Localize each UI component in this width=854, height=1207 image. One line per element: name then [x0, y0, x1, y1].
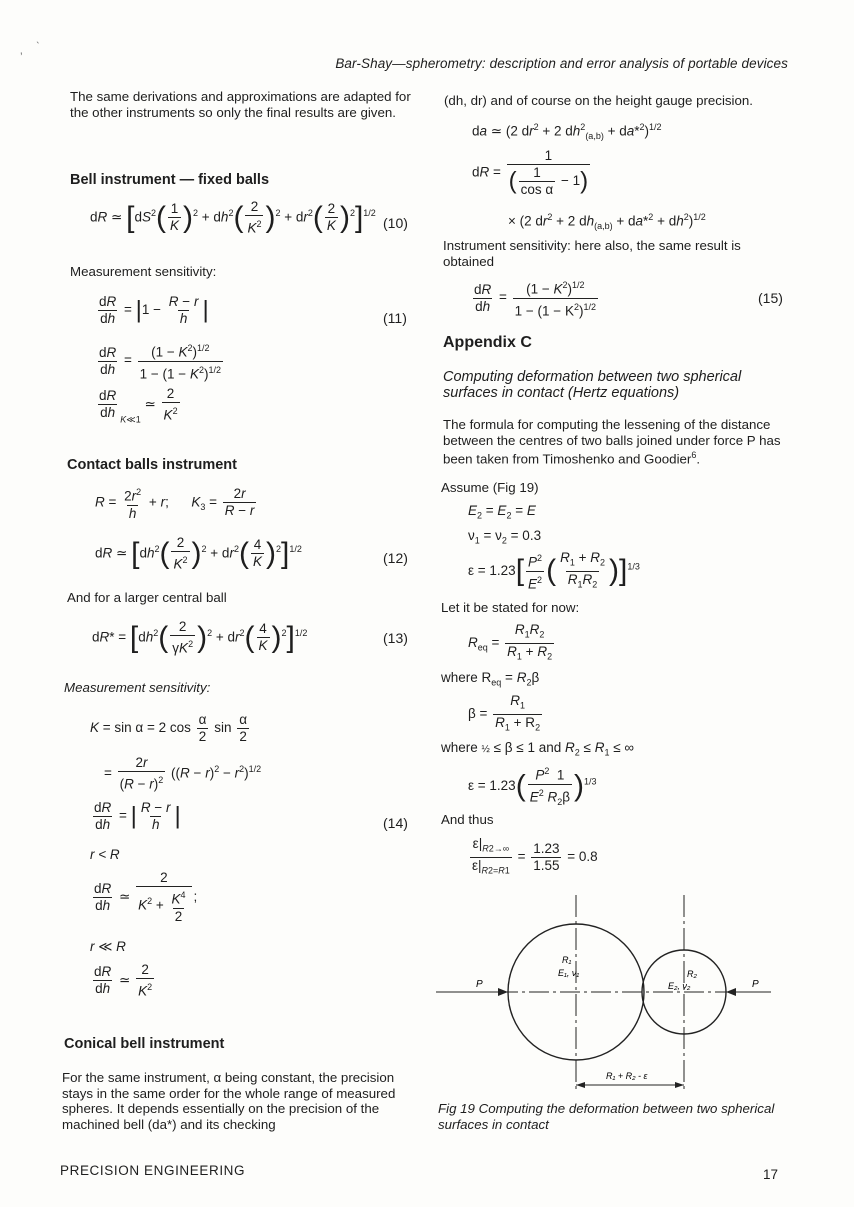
- equation-14d: $\frac{dR}{dh}$ ≃ 2 $K^2$ + $\frac{K^4}{2}$ ;: [94, 870, 198, 924]
- journal-footer: PRECISION ENGINEERING: [60, 1163, 246, 1178]
- conical-heading: Conical bell instrument: [64, 1036, 225, 1052]
- label-R1: R₁: [562, 955, 572, 965]
- equation-10: dR ≃ [$dS^2$( $\frac{1}{K}$ )$^2 + dh^2$( $\frac{2}{K^2}$ )$^2 + dr^2$( $\frac{2}{K}$ )$^2$]$^{1/2}$: [90, 199, 376, 236]
- equation-Req: $R_{eq}$ = $\frac{R_1R_2}{R_1 + R_2}$: [468, 622, 556, 664]
- and-thus-text: And thus: [441, 812, 494, 827]
- eq10-number: (10): [383, 215, 408, 231]
- equation-ratio: $\frac{\varepsilon|_{R2\to\infty}}{\varepsilon|_{R2=R1}}$ = $\frac{1.23}{1.55}$ = 0.8: [468, 836, 598, 878]
- equation-nu: $\nu_1 = \nu_2 = 0.3$: [468, 528, 542, 546]
- label-E2v2: E₂, ν₂: [668, 981, 691, 991]
- equation-E: $E_2 = E_2 = E$: [468, 503, 536, 521]
- equation-epsilon-1: ε = 1.23[ $\frac{P^2}{E^2}$ ( $\frac{R_1 + R_2}{R_1R_2}$ )]$^{1/3}$: [468, 550, 640, 592]
- label-P-left: P: [476, 979, 483, 990]
- equation-da: da ≃ (2 $dr^2 + 2$ $dh^2_{(a,b)} + da*^2)^{1/2}$: [472, 122, 662, 142]
- arrowhead-left: [498, 988, 508, 996]
- scan-mark: ˎ: [36, 30, 40, 44]
- eq12-number: (12): [383, 550, 408, 566]
- running-header: Bar-Shay—spherometry: description and error analysis of portable devices: [335, 56, 788, 71]
- contact-heading: Contact balls instrument: [67, 457, 237, 473]
- equation-12: dR ≃ [$dh^2$( $\frac{2}{K^2}$ )$^2 + dr^2$( $\frac{4}{K}$ )$^2$]$^{1/2}$: [95, 535, 302, 572]
- assume-text: Assume (Fig 19): [441, 480, 539, 495]
- larger-ball-text: And for a larger central ball: [67, 590, 227, 605]
- eq11-number: (11): [383, 310, 407, 326]
- equation-13: $dR* = [dh^2$( $\frac{2}{\gamma K^2}$ )$^2 + dr^2$( $\frac{4}{K}$ )$^2$]$^{1/2}$: [92, 619, 308, 656]
- figure-19-diagram: [436, 895, 776, 1095]
- equation-11b: $\frac{dR}{dh}$ = $\frac{(1 - K^2)^{1/2}}{1 - (1 - K^2)^{1/2}}$: [99, 343, 221, 381]
- equation-R-K3: R = $\frac{2r^2}{h}$ + r; $K_3$ = $\frac{2r}{R - r}$: [95, 486, 255, 521]
- condition-r-ll-R: r ≪ R: [90, 939, 126, 954]
- equation-beta-range: where ½ ≤ β ≤ 1 and $R_2 \le R_1$ ≤ ∞: [441, 740, 634, 758]
- equation-14b: = $\frac{2r}{(R - r)^2}$ $((R - r)^2 - r^2)^{1/2}$: [104, 755, 262, 792]
- equation-epsilon-2: ε = 1.23( $\frac{P^2 1}{E^2 R_2\beta}$ )$^{1/3}$: [468, 763, 597, 810]
- dim-arrow-left: [576, 1082, 585, 1088]
- measurement-sensitivity-label-2: Measurement sensitivity:: [64, 680, 211, 695]
- eq15-number: (15): [758, 290, 783, 306]
- reference-superscript: 6: [691, 450, 697, 460]
- right-continuation: (dh, dr) and of course on the height gauge precision.: [444, 93, 753, 108]
- bell-heading: Bell instrument — fixed balls: [70, 172, 270, 188]
- dim-arrow-right: [675, 1082, 684, 1088]
- eq13-number: (13): [383, 630, 408, 646]
- appendix-subheading: Computing deformation between two spherical surfaces in contact (Hertz equations): [443, 369, 742, 401]
- measurement-sensitivity-label: Measurement sensitivity:: [70, 264, 217, 279]
- eq14-number: (14): [383, 815, 408, 831]
- equation-11a: $\frac{dR}{dh}$ = |1 − $\frac{R - r}{h}$ |: [99, 294, 209, 326]
- let-text: Let it be stated for now:: [441, 600, 580, 615]
- equation-dR-cone: dR = 1 ( $\frac{1}{\text{cos α}}$ − 1): [472, 148, 589, 197]
- condition-r-lt-R: r < R: [90, 847, 120, 862]
- label-P-right: P: [752, 979, 759, 990]
- label-E1v1: E₁, ν₁: [558, 968, 580, 978]
- label-R2: R₂: [687, 969, 697, 979]
- appendix-paragraph: The formula for computing the lessening of the distance between the centres of two balls joined under force P has been taken from Timoshenko and Goodier$^6$.: [443, 417, 781, 467]
- equation-14c: $\frac{dR}{dh}$ = | $\frac{R - r}{h}$ |: [94, 800, 181, 832]
- equation-14a: K = sin α = 2 cos $\frac{\alpha}{2}$ sin $\frac{\alpha}{2}$: [90, 712, 248, 744]
- equation-beta: β = $\frac{R_1}{R_1 + R_2}$: [468, 693, 544, 735]
- equation-dR-cone-2: × (2 $dr^2 + 2$ $dh_{(a,b)} + da*^2 + dh^2)^{1/2}$: [508, 212, 706, 232]
- label-dimension: R₁ + R₂ - ε: [606, 1071, 648, 1081]
- appendix-heading: Appendix C: [443, 334, 532, 351]
- page-number: 17: [763, 1167, 779, 1182]
- scan-mark: ’: [20, 50, 23, 64]
- conical-paragraph: For the same instrument, α being constant, the precision stays in the same order for the whole range of measured spheres. It depends essentially on the precision of the machined bell (da*) and its checking: [62, 1070, 396, 1132]
- arrowhead-right: [726, 988, 736, 996]
- instrument-sensitivity-text: Instrument sensitivity: here also, the same result is obtained: [443, 238, 741, 269]
- equation-11c: $\frac{dR}{dh}$ $_{K≪1}$ ≃ $\frac{2}{K^2}$: [99, 386, 178, 425]
- intro-paragraph: The same derivations and approximations are adapted for the other instruments so only the final results are given.: [70, 89, 411, 120]
- figure-caption: Fig 19 Computing the deformation between two spherical surfaces in contact: [438, 1101, 775, 1132]
- equation-14e: $\frac{dR}{dh}$ ≃ $\frac{2}{K^2}$: [94, 962, 153, 999]
- equation-where-Req: where $R_{eq} = R_2\beta$: [441, 670, 540, 688]
- equation-15: $\frac{dR}{dh}$ = $\frac{(1 - K^2)^{1/2}}{1 - (1 - K^2)^{1/2}}$: [474, 280, 596, 318]
